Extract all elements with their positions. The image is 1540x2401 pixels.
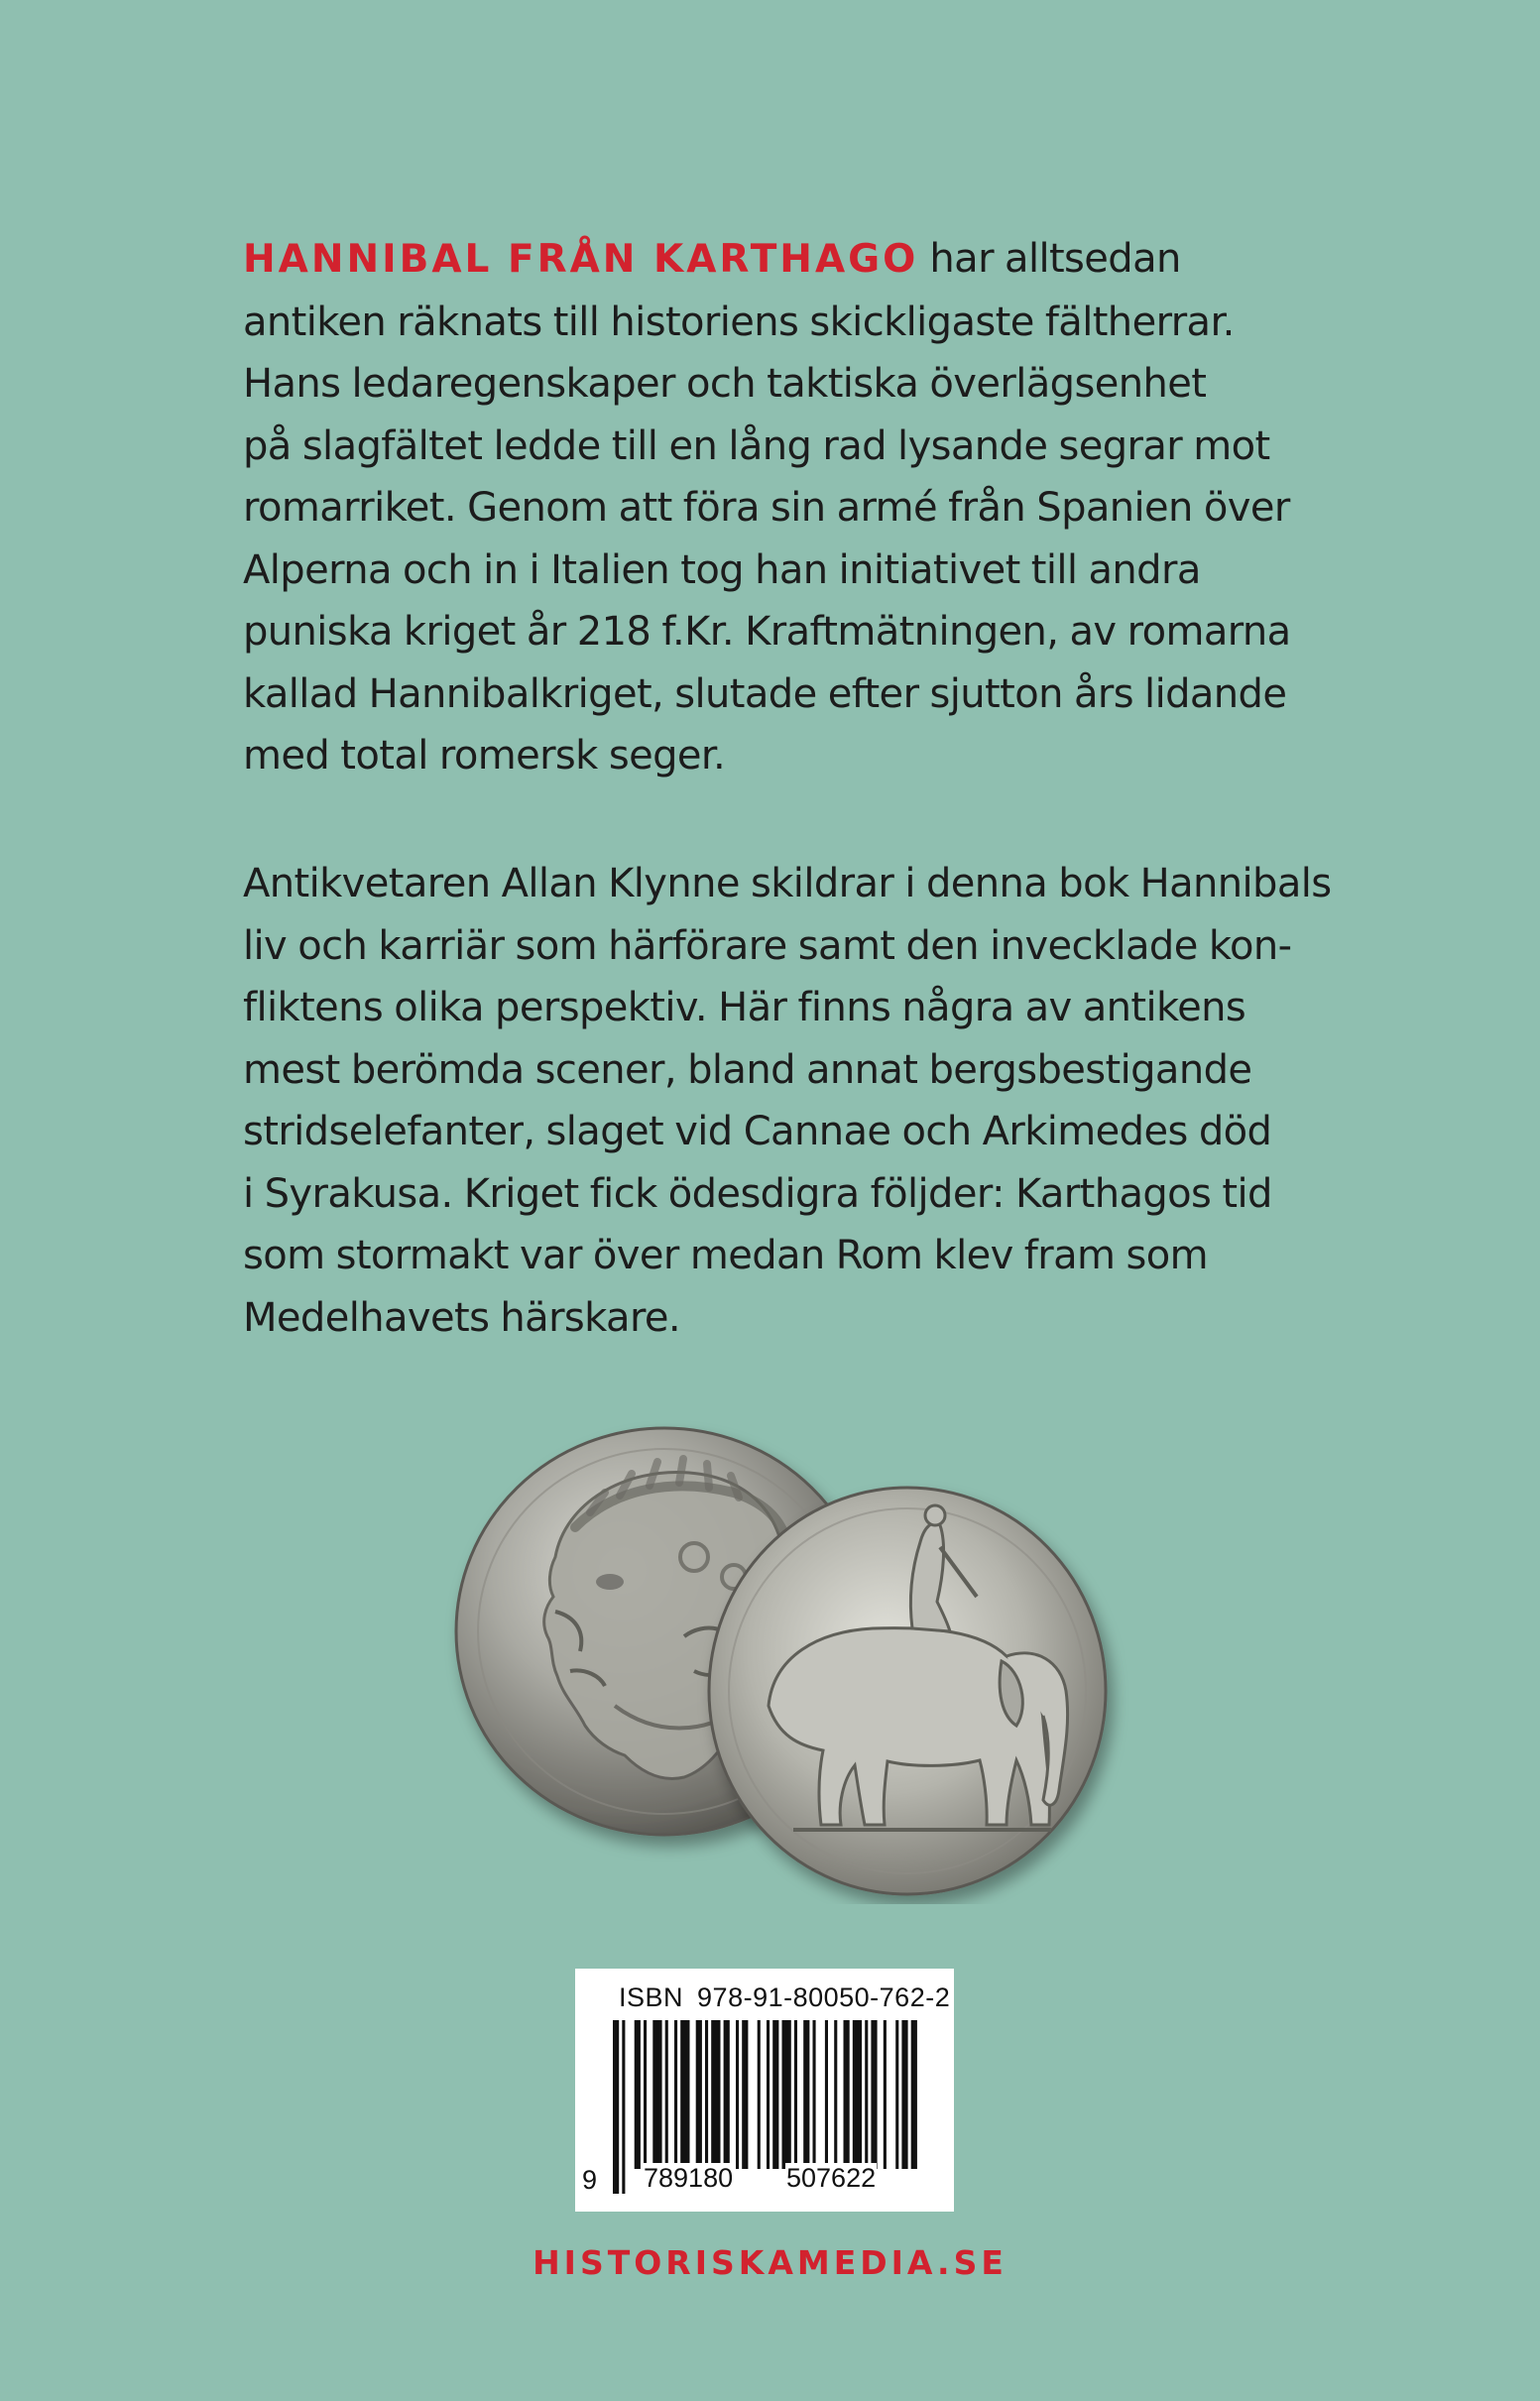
barcode-bar xyxy=(844,2020,850,2169)
barcode-bar xyxy=(622,2020,625,2194)
barcode-bar xyxy=(652,2020,661,2169)
barcode-bar xyxy=(865,2020,868,2169)
barcode-bar xyxy=(724,2020,730,2169)
barcode-bar xyxy=(711,2020,720,2169)
isbn-number: 978-91-80050-762-2 xyxy=(697,1982,951,2012)
coins-illustration xyxy=(436,1408,1150,1904)
barcode-bar xyxy=(742,2020,748,2169)
paragraph-2-line-2: liv och karriär som härförare samt den invecklade kon- xyxy=(243,922,1292,969)
barcode-bar xyxy=(813,2020,816,2169)
elephant-coin xyxy=(709,1488,1106,1894)
paragraph-1-line-4: på slagfältet ledde till en lång rad lysande segrar mot xyxy=(243,422,1270,469)
barcode-bar xyxy=(772,2020,778,2169)
paragraph-2-line-4: mest berömda scener, bland annat bergsbestigande xyxy=(243,1046,1252,1093)
barcode-bar xyxy=(767,2020,770,2169)
barcode-bar xyxy=(884,2020,887,2169)
publisher-website: HISTORISKAMEDIA.SE xyxy=(533,2243,1007,2282)
barcode-bar xyxy=(635,2020,641,2169)
barcode-bar xyxy=(613,2020,619,2194)
paragraph-2-line-5: stridselefanter, slaget vid Cannae och Arkimedes död xyxy=(243,1109,1272,1154)
isbn-label xyxy=(619,1982,950,2013)
barcode-bar xyxy=(911,2020,917,2169)
barcode-bar xyxy=(853,2020,862,2169)
barcode-bar xyxy=(825,2020,828,2169)
description-paragraph-2 xyxy=(243,853,1332,1349)
paragraph-1-line-7: puniska kriget år 218 f.Kr. Kraftmätningen, av romarna xyxy=(243,609,1291,655)
paragraph-2-line-7: som stormakt var över medan Rom klev fram som xyxy=(243,1233,1208,1278)
isbn-prefix: ISBN xyxy=(619,1982,684,2012)
paragraph-1-line-5: romarriket. Genom att föra sin armé från Spanien över xyxy=(243,485,1290,531)
paragraph-2-line-3: fliktens olika perspektiv. Här finns några av antikens xyxy=(243,985,1246,1030)
paragraph-1-line-8: kallad Hannibalkriget, slutade efter sjutton års lidande xyxy=(243,670,1287,717)
barcode-bar xyxy=(782,2020,791,2169)
barcode-bar xyxy=(705,2020,708,2169)
barcode-bar xyxy=(871,2020,877,2169)
barcode-bar xyxy=(680,2020,689,2169)
barcode-digit-group-2: 507622 xyxy=(786,2163,877,2193)
description-paragraph-1 xyxy=(243,228,1324,787)
paragraph-1-line-9: med total romersk seger. xyxy=(243,733,726,779)
barcode-bar xyxy=(696,2020,702,2169)
barcode-digit-group-1: 789180 xyxy=(644,2163,734,2193)
barcode-digit-first: 9 xyxy=(582,2165,598,2195)
paragraph-1-line-2: antiken räknats till historiens skickligaste fältherrar. xyxy=(243,299,1235,345)
barcode-bar xyxy=(895,2020,898,2169)
paragraph-1-line-6: Alperna och in i Italien tog han initiativet till andra xyxy=(243,546,1201,593)
barcode-bar xyxy=(665,2020,668,2169)
barcode-bar xyxy=(901,2020,907,2169)
isbn-barcode xyxy=(575,1969,954,2212)
book-title-lead: HANNIBAL FRÅN KARTHAGO xyxy=(243,237,919,282)
barcode-bar xyxy=(674,2020,677,2169)
paragraph-1-line-1-text: har alltsedan xyxy=(918,236,1181,282)
paragraph-1-line-3: Hans ledaregenskaper och taktiska överlägsenhet xyxy=(243,361,1207,407)
paragraph-2-line-6: i Syrakusa. Kriget fick ödesdigra följder: Karthagos tid xyxy=(243,1170,1272,1217)
paragraph-2-line-1: Antikvetaren Allan Klynne skildrar i denna bok Hannibals xyxy=(243,861,1332,906)
paragraph-1-line-1 xyxy=(243,228,1324,292)
barcode-bar xyxy=(736,2020,739,2169)
carthaginian-coins-image xyxy=(436,1408,1150,1904)
paragraph-2-line-8: Medelhavets härskare. xyxy=(243,1294,681,1341)
barcode-bar xyxy=(758,2020,761,2169)
barcode-bar xyxy=(644,2020,647,2169)
barcode-bar xyxy=(834,2020,837,2169)
